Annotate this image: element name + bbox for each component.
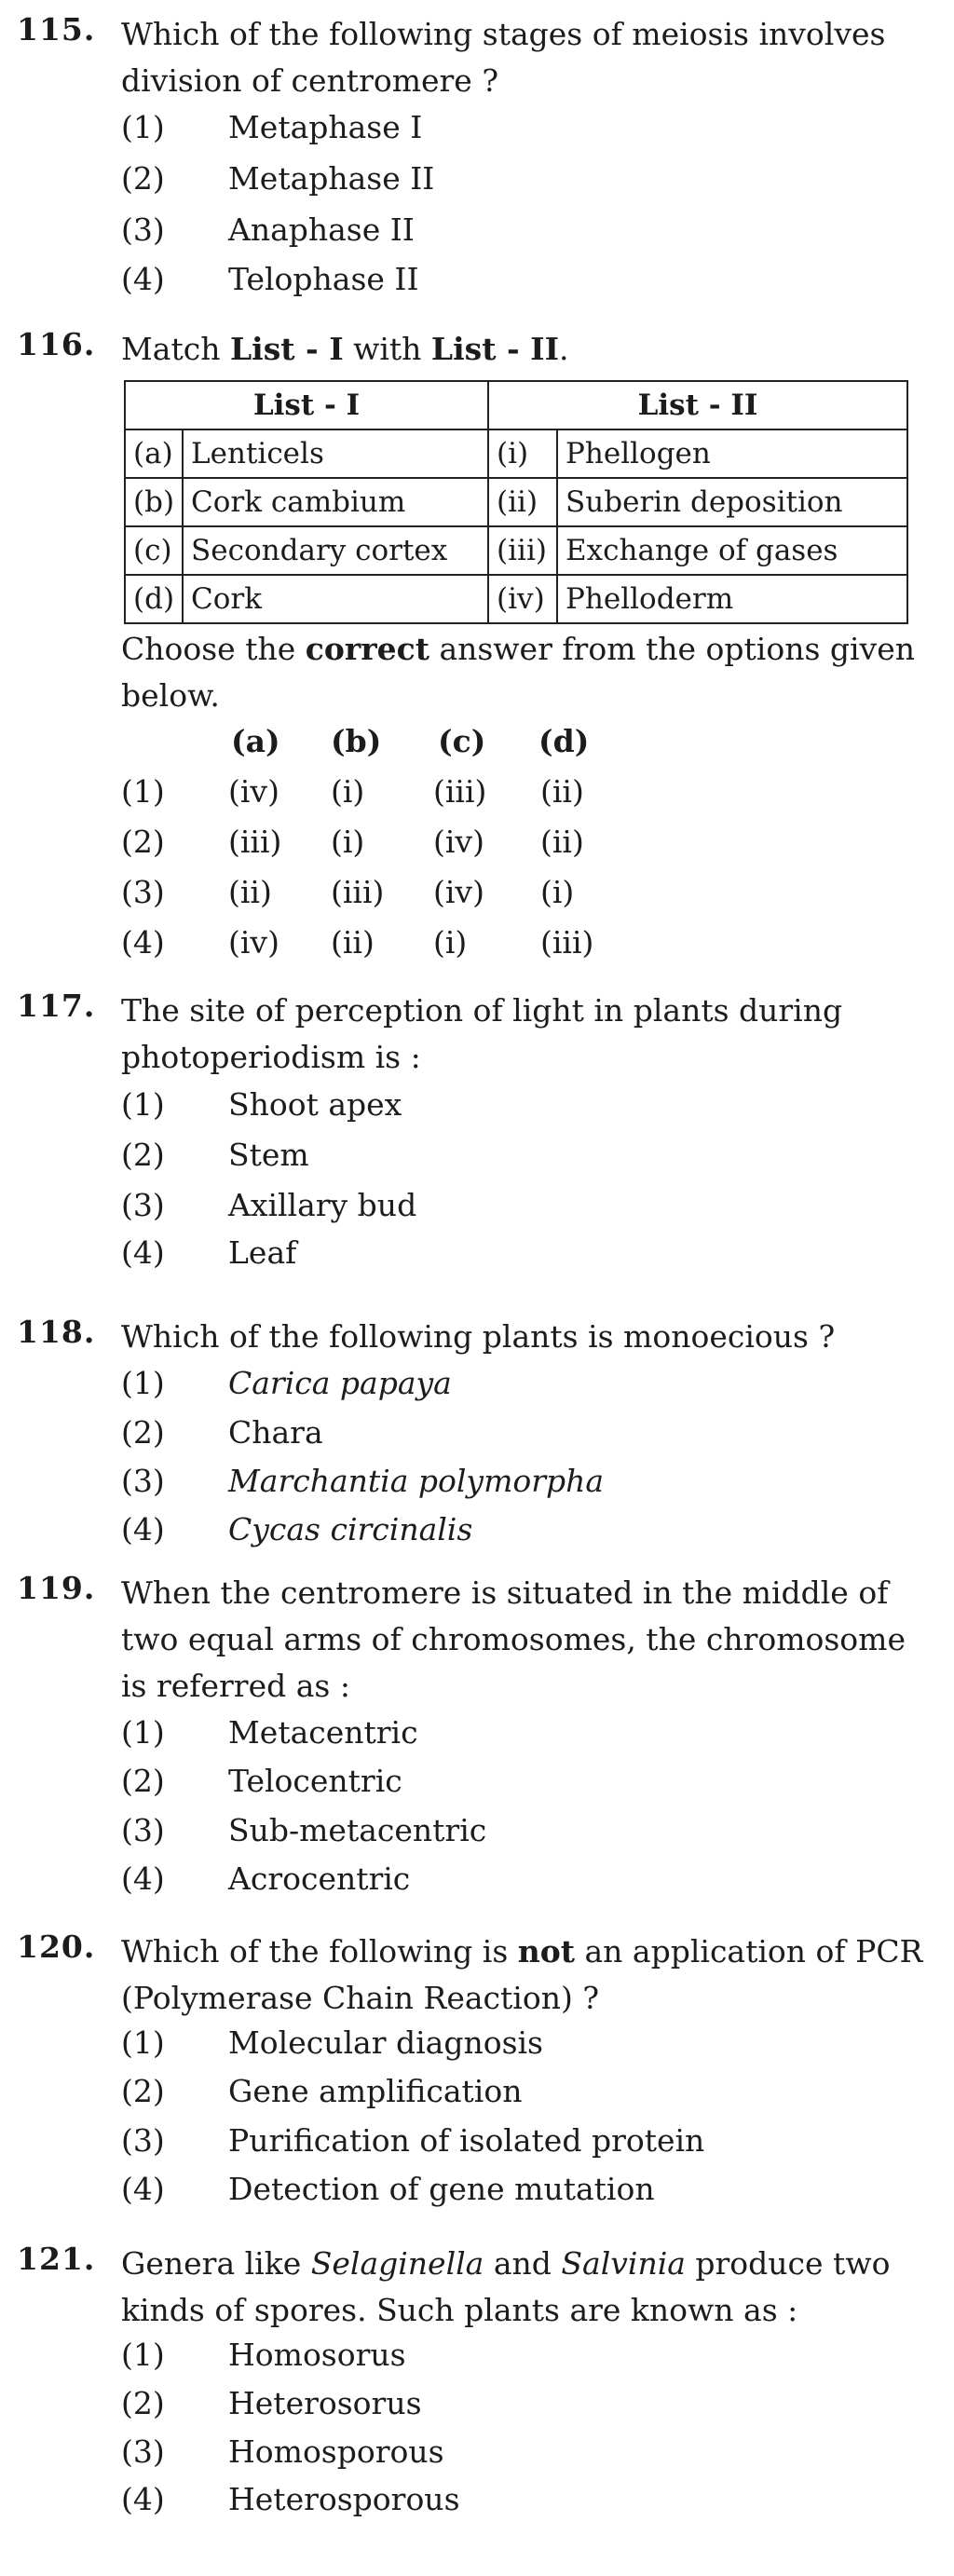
question-number: 115. (17, 11, 96, 48)
question-stem: When the centromere is situated in the middle of two equal arms of chromosomes, the chromosome is referred as : (121, 1574, 906, 1704)
question-number: 118. (17, 1314, 96, 1350)
question-stem: Which of the following is not an application of PCR (Polymerase Chain Reaction) ? (121, 1933, 923, 2016)
question-stem: Which of the following plants is monoecious ? (121, 1318, 836, 1355)
exam-page: 115. Which of the following stages of meiosis involves division of centromere ? (1) Metaphase I (2) Metaphase II (3) Anaphase II (4) Telophase II 116. Match List - I with List - II. List - I List - II (a) Lenticels (i) Phellogen (b) Cork cambium (ii) Suberin deposition (c) Secondary cortex (iii) Exchange of gases (d) Cork (iv) Phelloderm Choose the correct answer from the options given below. (a) (b) (c) (d) (1) (iv) (i) (iii) (ii) (2) (iii) (i) (iv) (ii) (3) (ii) (iii) (iv) (i) (4) (iv) (ii) (i) (iii) 117. The site of perception of light in plants during photoperiodism is : (1) Shoot apex (2) Stem (3) Axillary bud (4) Leaf 118. Which of the following plants is monoecious ? (1) Carica papaya (2) Chara (3) Marchantia polymorpha (4) Cycas circinalis 119. When the centromere is situated in the middle of two equal arms of chromosomes, the chromosome is referred as : (1) Metacentric (2) Telocentric (3) Sub-metacentric (4) Acrocentric 120. Which of the following is not an application of PCR (Polymerase Chain Reaction) ? (1) Molecular diagnosis (2) Gene amplification (3) Purification of isolated protein (4) Detection of gene mutation 121. Genera like Selaginella and Salvinia produce two kinds of spores. Such plants are known as : (1) Homosorus (2) Heterosorus (3) Homosporous (4) Heterosporous (0, 0, 954, 2576)
question-number: 116. (17, 326, 96, 362)
question-number: 117. (17, 988, 96, 1024)
question-stem: Genera like Selaginella and Salvinia produce two kinds of spores. Such plants are known as : (121, 2245, 891, 2328)
table-row: (d) Cork (iv) Phelloderm (125, 575, 907, 623)
table-row: (b) Cork cambium (ii) Suberin deposition (125, 478, 907, 526)
table-header-list-2: List - II (488, 381, 907, 429)
table-header-list-1: List - I (125, 381, 488, 429)
question-number: 119. (17, 1570, 96, 1606)
question-stem: The site of perception of light in plants during photoperiodism is : (121, 992, 843, 1075)
table-row: (a) Lenticels (i) Phellogen (125, 429, 907, 478)
question-stem: Which of the following stages of meiosis involves division of centromere ? (121, 16, 886, 99)
question-number: 120. (17, 1929, 96, 1965)
question-number: 121. (17, 2241, 96, 2277)
question-stem: Match List - I with List - II. (121, 331, 569, 367)
match-table (124, 380, 908, 624)
table-row: (c) Secondary cortex (iii) Exchange of gases (125, 526, 907, 575)
